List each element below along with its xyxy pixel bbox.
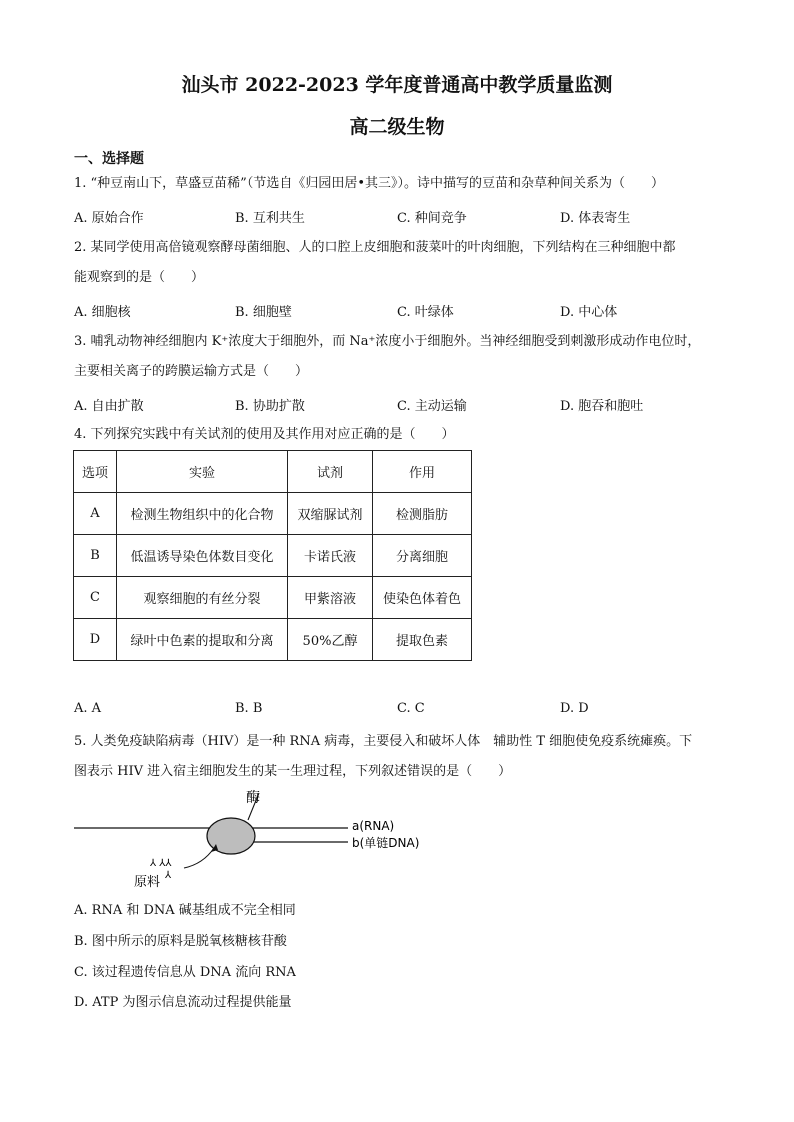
table-cell: 50%乙醇 (288, 619, 373, 661)
q1-option-a[interactable]: A. 原始合作 (74, 211, 144, 226)
table-row (74, 577, 472, 619)
q1-option-b[interactable]: B. 互利共生 (235, 211, 305, 226)
table-cell: B (74, 535, 117, 577)
table-header-cell: 选项 (74, 451, 117, 493)
table-cell: C (74, 577, 117, 619)
strand-b-label: b(单链DNA) (352, 836, 420, 850)
q4-option-c[interactable]: C. C (397, 701, 425, 716)
q4-option-b[interactable]: B. B (235, 701, 263, 716)
question-5-stem-line2: 图表示 HIV 进入宿主细胞发生的某一生理过程，下列叙述错误的是（ ） (74, 764, 512, 779)
table-row (74, 535, 472, 577)
q3-option-c[interactable]: C. 主动运输 (397, 399, 467, 414)
q2-option-c[interactable]: C. 叶绿体 (397, 305, 454, 320)
nucleotide-glyphs: ⅄ ⅄⅄ (150, 858, 172, 869)
table-cell: 提取色素 (373, 619, 472, 661)
q2-option-d[interactable]: D. 中心体 (560, 305, 618, 320)
q2-option-b[interactable]: B. 细胞壁 (235, 305, 292, 320)
question-3-stem-line1: 3. 哺乳动物神经细胞内 K⁺浓度大于细胞外，而 Na⁺浓度小于细胞外。当神经细胞受到刺激形成动作电位时， (74, 334, 701, 349)
transcription-diagram (70, 786, 470, 894)
q3-option-b[interactable]: B. 协助扩散 (235, 399, 305, 414)
q5-option-c[interactable]: C. 该过程遗传信息从 DNA 流向 RNA (74, 965, 296, 980)
table-cell: 绿叶中色素的提取和分离 (117, 619, 288, 661)
raw-material-arrow (184, 848, 214, 868)
table-row (74, 493, 472, 535)
q5-option-a[interactable]: A. RNA 和 DNA 碱基组成不完全相同 (74, 903, 296, 918)
section-heading: 一、选择题 (74, 151, 144, 167)
question-3-stem-line2: 主要相关离子的跨膜运输方式是（ ） (74, 364, 309, 379)
nucleotide-glyph: ⅄ (165, 870, 172, 881)
table-cell: A (74, 493, 117, 535)
question-2-stem-line2: 能观察到的是（ ） (74, 270, 205, 285)
table-header-cell: 作用 (373, 451, 472, 493)
experiment-table (73, 450, 472, 661)
table-cell: 检测脂肪 (373, 493, 472, 535)
table-cell: 卡诺氏液 (288, 535, 373, 577)
q3-option-a[interactable]: A. 自由扩散 (74, 399, 144, 414)
raw-material-label: 原料 (134, 875, 161, 890)
question-2-stem-line1: 2. 某同学使用高倍镜观察酵母菌细胞、人的口腔上皮细胞和菠菜叶的叶肉细胞，下列结构在三种细胞中都 (74, 240, 676, 255)
table-cell: 甲紫溶液 (288, 577, 373, 619)
q1-option-d[interactable]: D. 体表寄生 (560, 211, 631, 226)
table-header-cell: 试剂 (288, 451, 373, 493)
q4-option-a[interactable]: A. A (74, 701, 102, 716)
q4-option-d[interactable]: D. D (560, 701, 589, 716)
table-cell: 双缩脲试剂 (288, 493, 373, 535)
enzyme-label: 酶 (246, 790, 260, 806)
table-header-row (74, 451, 472, 493)
question-4-stem: 4. 下列探究实践中有关试剂的使用及其作用对应正确的是（ ） (74, 427, 455, 442)
q2-option-a[interactable]: A. 细胞核 (74, 305, 131, 320)
table-cell: 使染色体着色 (373, 577, 472, 619)
strand-a-label: a(RNA) (352, 819, 395, 833)
table-cell: D (74, 619, 117, 661)
page-subtitle: 高二级生物 (349, 116, 445, 138)
table-row (74, 619, 472, 661)
question-1-stem: 1. “种豆南山下，草盛豆苗稀”（节选自《归园田居•其三》）。诗中描写的豆苗和杂草种间关系为（ ） (74, 176, 664, 191)
table-cell: 观察细胞的有丝分裂 (117, 577, 288, 619)
table-cell: 分离细胞 (373, 535, 472, 577)
q1-option-c[interactable]: C. 种间竞争 (397, 211, 467, 226)
table-cell: 低温诱导染色体数目变化 (117, 535, 288, 577)
q5-option-d[interactable]: D. ATP 为图示信息流动过程提供能量 (74, 995, 292, 1010)
table-header-cell: 实验 (117, 451, 288, 493)
table-cell: 检测生物组织中的化合物 (117, 493, 288, 535)
question-5-stem-line1: 5. 人类免疫缺陷病毒（HIV）是一种 RNA 病毒，主要侵入和破坏人体 辅助性 T 细胞使免疫系统瘫痪。下 (74, 734, 693, 749)
q5-option-b[interactable]: B. 图中所示的原料是脱氧核糖核苷酸 (74, 934, 287, 949)
q3-option-d[interactable]: D. 胞吞和胞吐 (560, 399, 644, 414)
page-title: 汕头市 2022-2023 学年度普通高中教学质量监测 (181, 74, 613, 96)
